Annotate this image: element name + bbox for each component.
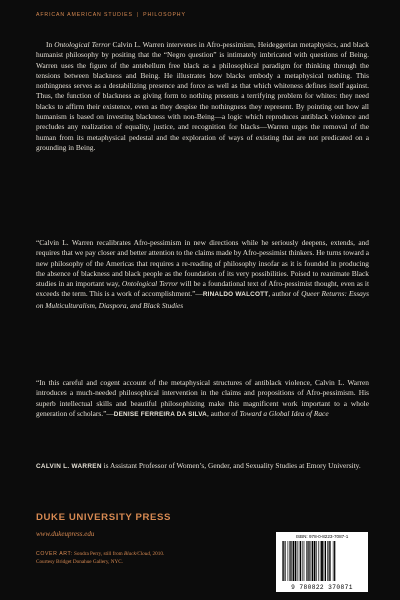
barcode-bar bbox=[295, 541, 296, 581]
cover-art-work: Black/Cloud bbox=[124, 551, 150, 557]
quote2-text: “In this careful and cogent account of the metaphysical structures of antiblack violence, Calvin L. Warren introduces a much-needed philosophical intervention in the claims and propositions of Afro-pessimism. His superb intellectual skills and beautiful philosophizing make this magnificent work important to a whole generation of scholars.”— bbox=[36, 378, 369, 418]
barcode-bar bbox=[327, 541, 328, 581]
category-separator: | bbox=[136, 12, 140, 18]
cover-art-label: COVER ART: bbox=[36, 551, 73, 557]
barcode-bar bbox=[282, 541, 283, 581]
barcode-bar bbox=[300, 541, 301, 581]
barcode-bar bbox=[283, 541, 284, 581]
isbn-number: ISBN: 978-0-8223-7087-1 bbox=[295, 534, 349, 539]
barcode-bar bbox=[334, 541, 335, 581]
author-bio-text: is Assistant Professor of Women’s, Gender, and Sexuality Studies at Emory University. bbox=[101, 461, 361, 470]
blurb-intro: In bbox=[46, 40, 55, 49]
cover-art-line1-end: , 2010. bbox=[149, 551, 165, 557]
quote1-text-b: will be a foundational text of Afro-pessimist thought, even as it exceeds the term. This is a work of accomplishment.”— bbox=[36, 279, 369, 299]
quote1-text-a: “Calvin L. Warren recalibrates Afro-pessimism in new directions while he seriously deepens, extends, and requires that we pay closer and better attention to the claims made by Afro-pessimist thinkers. He turns toward a new philosophy of the Americas that requires a re-reading of philosophy insofar as it is founded in producing the absence of blackness and black people as the foundation of its very possibilities. Poised to reanimate Black studies in an important way, bbox=[36, 238, 369, 289]
barcode-bar bbox=[293, 541, 295, 581]
category-african-american-studies: AFRICAN AMERICAN STUDIES bbox=[36, 12, 133, 18]
publisher-name: DUKE UNIVERSITY PRESS bbox=[36, 512, 172, 523]
blurb-book-title: Ontological Terror bbox=[54, 40, 111, 49]
barcode-bar bbox=[329, 541, 330, 581]
cover-art-line2: Courtesy Bridget Donahue Gallery, NYC. bbox=[36, 559, 123, 566]
endorsement-da-silva bbox=[36, 378, 369, 420]
cover-art-credit bbox=[36, 550, 236, 566]
cover-art-line1: Sondra Perry, still from bbox=[72, 551, 124, 557]
quote2-author-of: , author of bbox=[207, 408, 240, 418]
barcode-bar bbox=[297, 541, 298, 581]
quote1-endorser-book: Queer Returns: Essays on Multiculturalism, Diaspora, and Black Studies bbox=[36, 289, 370, 310]
publisher-url[interactable]: www.dukeupress.edu bbox=[36, 530, 95, 538]
barcode-bar bbox=[318, 541, 319, 581]
isbn-barcode bbox=[276, 532, 368, 592]
barcode-bar bbox=[314, 541, 316, 581]
barcode-bar bbox=[309, 541, 310, 581]
barcode-digits: 9 780822 370871 bbox=[291, 584, 353, 591]
barcode-bar bbox=[311, 541, 312, 581]
barcode-bar bbox=[321, 541, 323, 581]
barcode-bar bbox=[299, 541, 300, 581]
barcode-bar bbox=[325, 541, 326, 581]
barcode-bar bbox=[324, 541, 325, 581]
book-description bbox=[36, 40, 369, 153]
author-name: CALVIN L. WARREN bbox=[36, 463, 102, 470]
quote1-book-title: Ontological Terror bbox=[121, 279, 179, 289]
barcode-bar bbox=[288, 541, 289, 581]
quote1-author-of: , author of bbox=[268, 289, 302, 299]
barcode-bar bbox=[302, 541, 303, 581]
barcode-bar bbox=[304, 541, 305, 581]
barcode-bar bbox=[333, 541, 334, 581]
quote2-endorser-name: DENISE FERREIRA DA SILVA bbox=[113, 410, 207, 418]
barcode-bar bbox=[307, 541, 308, 581]
barcode-bar bbox=[320, 541, 321, 581]
barcode-bar bbox=[285, 541, 286, 581]
endorsement-walcott bbox=[36, 238, 369, 311]
author-bio bbox=[36, 461, 369, 472]
barcode-bar bbox=[312, 541, 313, 581]
barcode-bar bbox=[289, 541, 290, 581]
barcode-bar bbox=[330, 541, 331, 581]
quote1-endorser-name: RINALDO WALCOTT bbox=[202, 291, 269, 299]
category-philosophy: PHILOSOPHY bbox=[143, 12, 186, 18]
barcode-bar bbox=[306, 541, 307, 581]
barcode-bar bbox=[316, 541, 317, 581]
quote2-endorser-book: Toward a Global Idea of Race bbox=[239, 408, 329, 418]
blurb-body: Calvin L. Warren intervenes in Afro-pessimism, Heideggerian metaphysics, and black humanist philosophy by positing that the “Negro question” is intimately imbricated with questions of Being. Warren uses the figure of the antebellum free black as a philosophical paradigm for thinking through the tensions between blackness and Being. He illustrates how blacks embody a metaphysical nothing. This nothingness serves as a destabilizing presence and force as well as that which whiteness defines itself against. Thus, the function of blackness as giving form to nothing presents a terrifying problem for whites: they need blacks to affirm their existence, even as they despise the nothingness they represent. By pointing out how all humanism is based on investing blackness with non-Being—a logic which reproduces antiblack violence and precludes any realization of equality, justice, and recognition for blacks—Warren urges the removal of the human from its metaphysical pedestal and the exploration of ways of existing that are not predicated on a grounding in Being. bbox=[36, 40, 369, 152]
barcode-bar bbox=[291, 541, 292, 581]
barcode-bars bbox=[280, 541, 364, 581]
category-header bbox=[36, 12, 186, 18]
